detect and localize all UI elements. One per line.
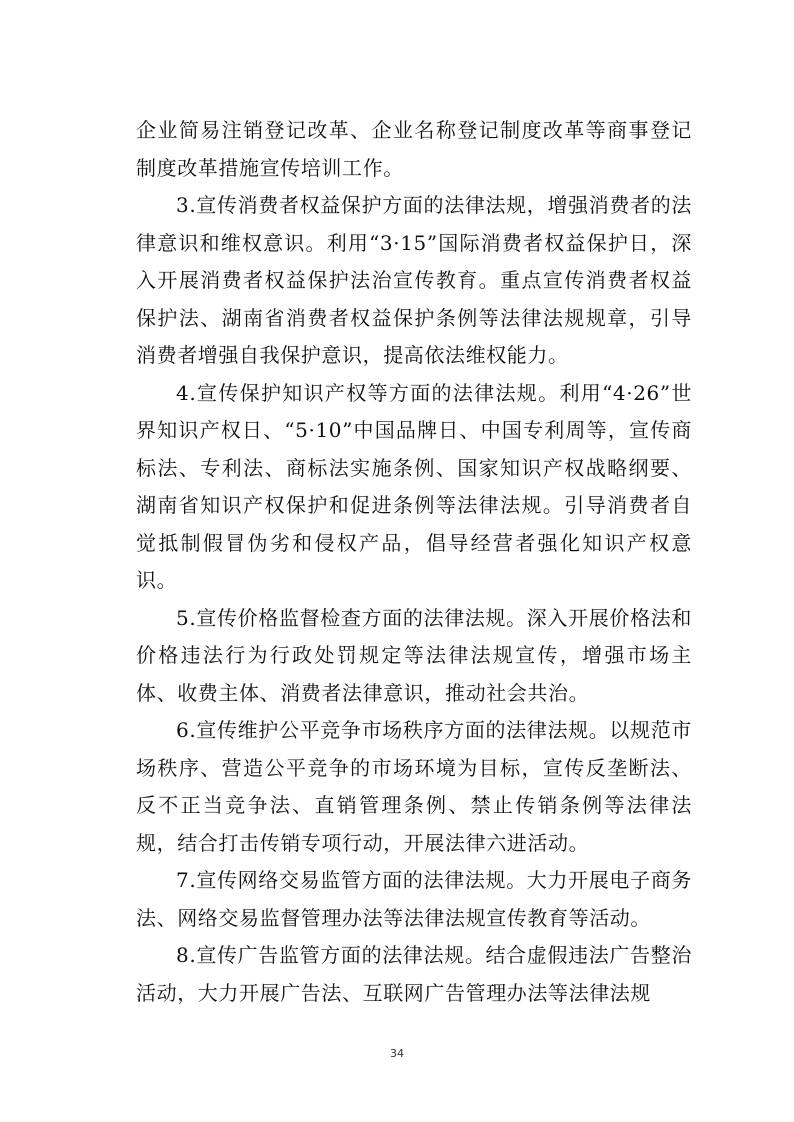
paragraph-item-5: 5.宣传价格监督检查方面的法律法规。深入开展价格法和价格违法行为行政处罚规定等法律法规宣传，增强市场主体、收费主体、消费者法律意识，推动社会共治。: [136, 605, 692, 705]
page-number: 34: [390, 1047, 404, 1060]
paragraph-item-7: 7.宣传网络交易监管方面的法律法规。大力开展电子商务法、网络交易监督管理办法等法律法规宣传教育等活动。: [136, 868, 692, 930]
paragraph-item-3: 3.宣传消费者权益保护方面的法律法规，增强消费者的法律意识和维权意识。利用“3·15”国际消费者权益保护日，深入开展消费者权益保护法治宣传教育。重点宣传消费者权益保护法、湖南省消费者权益保护条例等法律法规规章，引导消费者增强自我保护意识，提高依法维权能力。: [136, 193, 692, 367]
body-text: [136, 112, 692, 1012]
paragraph-item-6: 6.宣传维护公平竞争市场秩序方面的法律法规。以规范市场秩序、营造公平竞争的市场环境为目标，宣传反垄断法、反不正当竞争法、直销管理条例、禁止传销条例等法律法规，结合打击传销专项行动，开展法律六进活动。: [136, 718, 692, 855]
paragraph-item-4: 4.宣传保护知识产权等方面的法律法规。利用“4·26”世界知识产权日、“5·10”中国品牌日、中国专利周等，宣传商标法、专利法、商标法实施条例、国家知识产权战略纲要、湖南省知识产权保护和促进条例等法律法规。引导消费者自觉抵制假冒伪劣和侵权产品，倡导经营者强化知识产权意识。: [136, 380, 692, 592]
paragraph-item-8: 8.宣传广告监管方面的法律法规。结合虚假违法广告整治活动，大力开展广告法、互联网广告管理办法等法律法规: [136, 943, 692, 1005]
paragraph-continuation: 企业简易注销登记改革、企业名称登记制度改革等商事登记制度改革措施宣传培训工作。: [136, 118, 692, 180]
